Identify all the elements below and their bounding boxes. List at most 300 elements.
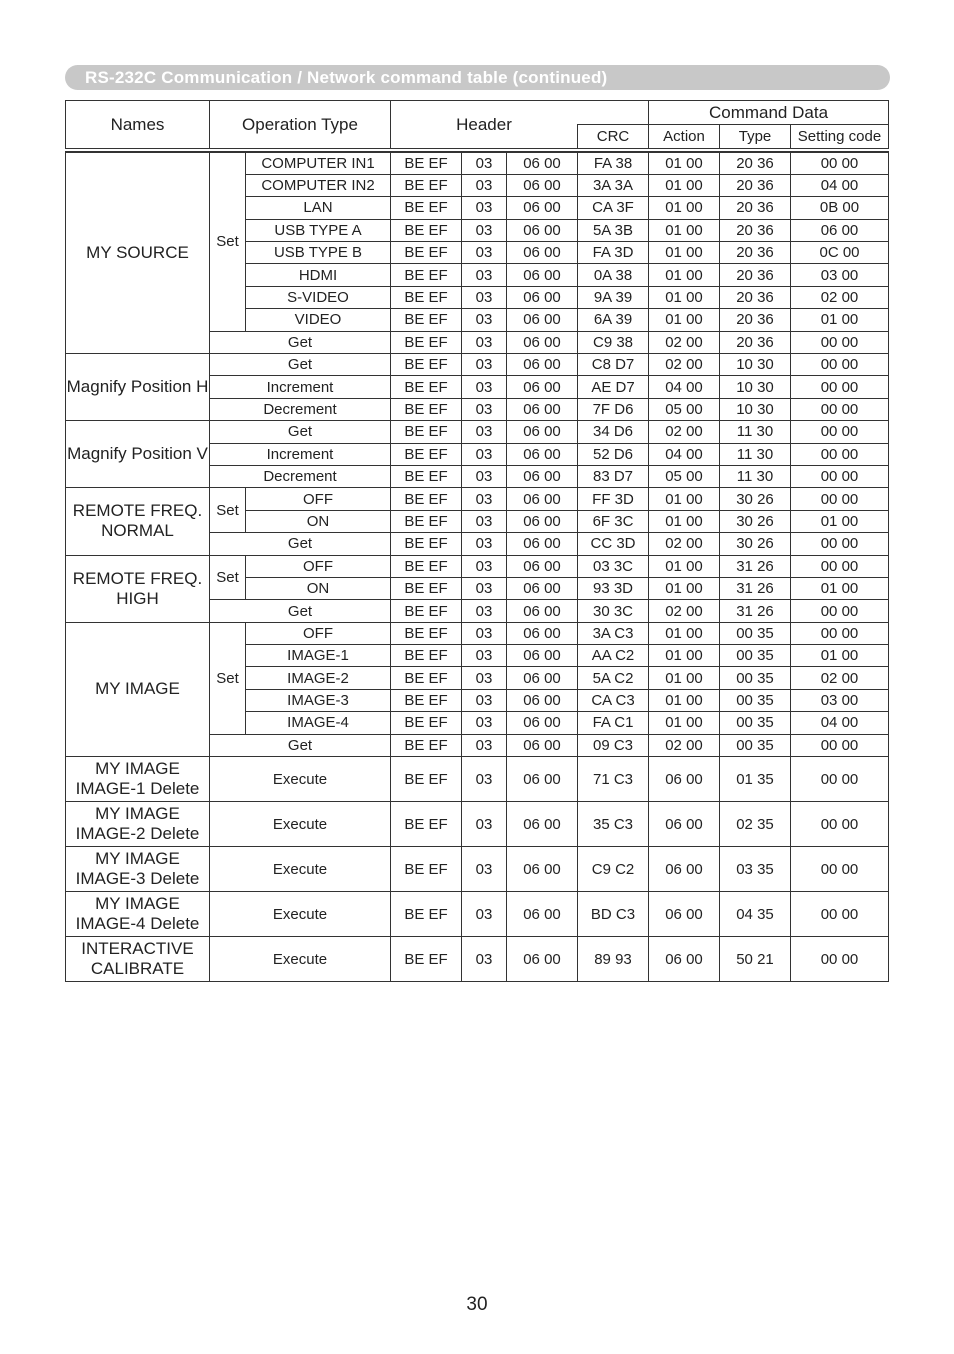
cell-code: 0C 00 xyxy=(791,242,889,264)
command-name-line1: MY IMAGE xyxy=(95,804,180,824)
cell-type: 30 26 xyxy=(720,533,791,555)
cell-crc: 93 3D xyxy=(578,577,649,599)
cell-code: 01 00 xyxy=(791,645,889,667)
cell-code: 00 00 xyxy=(791,892,889,937)
cell-crc: FA 38 xyxy=(578,152,649,174)
cell-h2: 03 xyxy=(462,757,507,802)
command-name-line2: IMAGE-3 Delete xyxy=(75,869,200,889)
operation-cell: Decrement xyxy=(210,398,391,420)
cell-h2: 03 xyxy=(462,174,507,196)
cell-type: 30 26 xyxy=(720,488,791,510)
cell-type: 00 35 xyxy=(720,734,791,756)
cell-h2: 03 xyxy=(462,264,507,286)
cell-crc: AA C2 xyxy=(578,645,649,667)
cell-code: 02 00 xyxy=(791,667,889,689)
operation-cell: COMPUTER IN1 xyxy=(246,152,391,174)
cell-type: 04 35 xyxy=(720,892,791,937)
section-title: RS-232C Communication / Network command table (continued) xyxy=(85,68,608,87)
cell-h3: 06 00 xyxy=(507,847,578,892)
cell-crc: CA C3 xyxy=(578,689,649,711)
cell-action: 01 00 xyxy=(649,264,720,286)
operation-cell: HDMI xyxy=(246,264,391,286)
cell-h3: 06 00 xyxy=(507,331,578,353)
cell-crc: 83 D7 xyxy=(578,465,649,487)
operation-cell: IMAGE-1 xyxy=(246,645,391,667)
operation-cell: Get xyxy=(210,734,391,756)
cell-h2: 03 xyxy=(462,802,507,847)
cell-action: 01 00 xyxy=(649,488,720,510)
cell-h3: 06 00 xyxy=(507,937,578,982)
cell-action: 06 00 xyxy=(649,802,720,847)
cell-type: 50 21 xyxy=(720,937,791,982)
cell-crc: 03 3C xyxy=(578,555,649,577)
cell-h2: 03 xyxy=(462,286,507,308)
cell-type: 20 36 xyxy=(720,197,791,219)
cell-type: 02 35 xyxy=(720,802,791,847)
cell-h2: 03 xyxy=(462,398,507,420)
cell-h2: 03 xyxy=(462,892,507,937)
cell-h3: 06 00 xyxy=(507,421,578,443)
cell-type: 01 35 xyxy=(720,757,791,802)
set-label: Set xyxy=(210,622,246,734)
operation-cell: VIDEO xyxy=(246,309,391,331)
cell-code: 00 00 xyxy=(791,802,889,847)
operation-cell: OFF xyxy=(246,488,391,510)
cell-h3: 06 00 xyxy=(507,734,578,756)
command-name-line1: INTERACTIVE xyxy=(81,939,194,959)
table-row xyxy=(66,152,889,174)
cell-h3: 06 00 xyxy=(507,398,578,420)
cell-h3: 06 00 xyxy=(507,667,578,689)
cell-h1: BE EF xyxy=(391,398,462,420)
group-name: MY SOURCE xyxy=(66,152,210,354)
cell-h1: BE EF xyxy=(391,197,462,219)
command-name-line2: CALIBRATE xyxy=(90,959,185,979)
cell-action: 02 00 xyxy=(649,734,720,756)
cell-action: 06 00 xyxy=(649,847,720,892)
cell-type: 00 35 xyxy=(720,689,791,711)
cell-h1: BE EF xyxy=(391,465,462,487)
cell-code: 00 00 xyxy=(791,847,889,892)
cell-h2: 03 xyxy=(462,600,507,622)
cell-h1: BE EF xyxy=(391,421,462,443)
cell-h1: BE EF xyxy=(391,667,462,689)
cell-crc: 5A 3B xyxy=(578,219,649,241)
cell-h3: 06 00 xyxy=(507,174,578,196)
cell-crc: 71 C3 xyxy=(578,757,649,802)
operation-cell: Get xyxy=(210,600,391,622)
cell-h1: BE EF xyxy=(391,174,462,196)
cell-h2: 03 xyxy=(462,421,507,443)
cell-h2: 03 xyxy=(462,533,507,555)
group-name: REMOTE FREQ. HIGH xyxy=(66,555,210,622)
cell-h1: BE EF xyxy=(391,376,462,398)
header-type: Type xyxy=(720,125,791,149)
operation-cell: Decrement xyxy=(210,465,391,487)
command-name xyxy=(66,802,210,847)
cell-action: 04 00 xyxy=(649,443,720,465)
cell-h3: 06 00 xyxy=(507,443,578,465)
operation-cell: OFF xyxy=(246,622,391,644)
cell-crc: AE D7 xyxy=(578,376,649,398)
cell-h2: 03 xyxy=(462,577,507,599)
cell-h1: BE EF xyxy=(391,219,462,241)
table-row xyxy=(66,892,889,937)
cell-code: 06 00 xyxy=(791,219,889,241)
cell-code: 00 00 xyxy=(791,734,889,756)
cell-action: 05 00 xyxy=(649,465,720,487)
cell-code: 00 00 xyxy=(791,622,889,644)
operation-cell: COMPUTER IN2 xyxy=(246,174,391,196)
cell-type: 11 30 xyxy=(720,465,791,487)
cell-type: 00 35 xyxy=(720,622,791,644)
operation-cell: Execute xyxy=(210,937,391,982)
cell-action: 01 00 xyxy=(649,667,720,689)
cell-crc: CC 3D xyxy=(578,533,649,555)
operation-cell: IMAGE-4 xyxy=(246,712,391,734)
command-table xyxy=(65,151,889,982)
cell-code: 00 00 xyxy=(791,533,889,555)
cell-h2: 03 xyxy=(462,309,507,331)
cell-crc: 52 D6 xyxy=(578,443,649,465)
cell-crc: 35 C3 xyxy=(578,802,649,847)
command-name-line2: IMAGE-1 Delete xyxy=(75,779,200,799)
cell-crc: BD C3 xyxy=(578,892,649,937)
table-row xyxy=(66,847,889,892)
cell-h3: 06 00 xyxy=(507,354,578,376)
group-name: REMOTE FREQ. NORMAL xyxy=(66,488,210,555)
cell-h3: 06 00 xyxy=(507,892,578,937)
table-row xyxy=(66,757,889,802)
cell-h3: 06 00 xyxy=(507,802,578,847)
cell-type: 30 26 xyxy=(720,510,791,532)
cell-h2: 03 xyxy=(462,197,507,219)
cell-h1: BE EF xyxy=(391,712,462,734)
cell-h3: 06 00 xyxy=(507,264,578,286)
cell-code: 00 00 xyxy=(791,600,889,622)
cell-h3: 06 00 xyxy=(507,152,578,174)
cell-h2: 03 xyxy=(462,667,507,689)
set-label: Set xyxy=(210,555,246,600)
cell-code: 04 00 xyxy=(791,712,889,734)
cell-crc: 0A 38 xyxy=(578,264,649,286)
cell-type: 00 35 xyxy=(720,645,791,667)
cell-type: 20 36 xyxy=(720,174,791,196)
cell-code: 00 00 xyxy=(791,465,889,487)
table-row xyxy=(66,555,889,577)
cell-action: 06 00 xyxy=(649,757,720,802)
command-name xyxy=(66,847,210,892)
cell-h3: 06 00 xyxy=(507,510,578,532)
cell-h2: 03 xyxy=(462,622,507,644)
cell-action: 02 00 xyxy=(649,421,720,443)
cell-action: 02 00 xyxy=(649,533,720,555)
cell-h2: 03 xyxy=(462,443,507,465)
cell-h2: 03 xyxy=(462,488,507,510)
cell-code: 03 00 xyxy=(791,264,889,286)
cell-h3: 06 00 xyxy=(507,689,578,711)
header-operation-type: Operation Type xyxy=(210,101,391,149)
cell-h3: 06 00 xyxy=(507,219,578,241)
cell-h1: BE EF xyxy=(391,264,462,286)
cell-action: 01 00 xyxy=(649,712,720,734)
set-label: Set xyxy=(210,152,246,331)
cell-h3: 06 00 xyxy=(507,555,578,577)
cell-h1: BE EF xyxy=(391,734,462,756)
cell-type: 10 30 xyxy=(720,354,791,376)
cell-type: 31 26 xyxy=(720,577,791,599)
cell-type: 20 36 xyxy=(720,242,791,264)
cell-code: 00 00 xyxy=(791,376,889,398)
operation-cell: Execute xyxy=(210,847,391,892)
cell-crc: 7F D6 xyxy=(578,398,649,420)
cell-action: 01 00 xyxy=(649,286,720,308)
operation-cell: USB TYPE A xyxy=(246,219,391,241)
cell-h1: BE EF xyxy=(391,488,462,510)
cell-h1: BE EF xyxy=(391,892,462,937)
cell-type: 11 30 xyxy=(720,421,791,443)
cell-crc: 9A 39 xyxy=(578,286,649,308)
cell-code: 00 00 xyxy=(791,488,889,510)
command-name-line2: IMAGE-2 Delete xyxy=(75,824,200,844)
group-name: MY IMAGE xyxy=(66,622,210,756)
cell-h1: BE EF xyxy=(391,286,462,308)
cell-crc: C9 C2 xyxy=(578,847,649,892)
cell-h1: BE EF xyxy=(391,937,462,982)
command-name-line2: IMAGE-4 Delete xyxy=(75,914,200,934)
cell-action: 01 00 xyxy=(649,219,720,241)
cell-crc: 6F 3C xyxy=(578,510,649,532)
header-setting-code: Setting code xyxy=(791,125,889,149)
cell-h3: 06 00 xyxy=(507,645,578,667)
cell-action: 01 00 xyxy=(649,689,720,711)
cell-crc: FA 3D xyxy=(578,242,649,264)
cell-h1: BE EF xyxy=(391,757,462,802)
operation-cell: Get xyxy=(210,533,391,555)
operation-cell: S-VIDEO xyxy=(246,286,391,308)
cell-h3: 06 00 xyxy=(507,286,578,308)
operation-cell: Execute xyxy=(210,892,391,937)
operation-cell: Get xyxy=(210,331,391,353)
cell-h2: 03 xyxy=(462,712,507,734)
table-header xyxy=(65,100,889,149)
cell-type: 00 35 xyxy=(720,712,791,734)
cell-action: 01 00 xyxy=(649,242,720,264)
cell-action: 02 00 xyxy=(649,331,720,353)
cell-code: 00 00 xyxy=(791,152,889,174)
operation-cell: ON xyxy=(246,510,391,532)
cell-h1: BE EF xyxy=(391,242,462,264)
cell-type: 20 36 xyxy=(720,331,791,353)
cell-action: 04 00 xyxy=(649,376,720,398)
cell-type: 20 36 xyxy=(720,309,791,331)
cell-h2: 03 xyxy=(462,734,507,756)
cell-crc: FA C1 xyxy=(578,712,649,734)
cell-h2: 03 xyxy=(462,376,507,398)
cell-crc: C8 D7 xyxy=(578,354,649,376)
cell-action: 01 00 xyxy=(649,645,720,667)
cell-code: 00 00 xyxy=(791,354,889,376)
command-name xyxy=(66,892,210,937)
cell-h1: BE EF xyxy=(391,152,462,174)
operation-cell: Execute xyxy=(210,802,391,847)
cell-code: 0B 00 xyxy=(791,197,889,219)
cell-type: 20 36 xyxy=(720,219,791,241)
cell-h2: 03 xyxy=(462,645,507,667)
cell-h3: 06 00 xyxy=(507,533,578,555)
cell-code: 01 00 xyxy=(791,510,889,532)
cell-h2: 03 xyxy=(462,510,507,532)
group-name: Magnify Position H xyxy=(66,354,210,421)
cell-crc: FF 3D xyxy=(578,488,649,510)
cell-h1: BE EF xyxy=(391,645,462,667)
cell-h3: 06 00 xyxy=(507,757,578,802)
cell-code: 01 00 xyxy=(791,577,889,599)
cell-type: 10 30 xyxy=(720,398,791,420)
cell-h2: 03 xyxy=(462,152,507,174)
cell-code: 00 00 xyxy=(791,421,889,443)
cell-code: 04 00 xyxy=(791,174,889,196)
page-number: 30 xyxy=(466,1294,488,1315)
header-action: Action xyxy=(649,125,720,149)
cell-action: 01 00 xyxy=(649,174,720,196)
cell-code: 00 00 xyxy=(791,555,889,577)
cell-type: 20 36 xyxy=(720,152,791,174)
cell-crc: 5A C2 xyxy=(578,667,649,689)
operation-cell: LAN xyxy=(246,197,391,219)
cell-action: 01 00 xyxy=(649,152,720,174)
cell-code: 00 00 xyxy=(791,937,889,982)
cell-action: 02 00 xyxy=(649,354,720,376)
cell-type: 10 30 xyxy=(720,376,791,398)
header-gap xyxy=(578,101,649,125)
cell-crc: CA 3F xyxy=(578,197,649,219)
cell-h3: 06 00 xyxy=(507,577,578,599)
table-row xyxy=(66,488,889,510)
cell-code: 02 00 xyxy=(791,286,889,308)
cell-h1: BE EF xyxy=(391,354,462,376)
cell-code: 00 00 xyxy=(791,331,889,353)
operation-cell: Execute xyxy=(210,757,391,802)
cell-crc: 89 93 xyxy=(578,937,649,982)
cell-h1: BE EF xyxy=(391,847,462,892)
header-command-data: Command Data xyxy=(649,101,889,125)
cell-h2: 03 xyxy=(462,465,507,487)
cell-action: 01 00 xyxy=(649,622,720,644)
cell-h2: 03 xyxy=(462,847,507,892)
cell-h1: BE EF xyxy=(391,443,462,465)
cell-type: 03 35 xyxy=(720,847,791,892)
cell-h3: 06 00 xyxy=(507,488,578,510)
operation-cell: Increment xyxy=(210,376,391,398)
cell-crc: 3A 3A xyxy=(578,174,649,196)
cell-h3: 06 00 xyxy=(507,600,578,622)
cell-action: 06 00 xyxy=(649,892,720,937)
cell-type: 00 35 xyxy=(720,667,791,689)
cell-action: 01 00 xyxy=(649,309,720,331)
operation-cell: ON xyxy=(246,577,391,599)
table-row xyxy=(66,421,889,443)
cell-action: 01 00 xyxy=(649,510,720,532)
cell-action: 01 00 xyxy=(649,577,720,599)
header-header: Header xyxy=(391,101,578,149)
table-row xyxy=(66,354,889,376)
cell-h2: 03 xyxy=(462,354,507,376)
cell-action: 05 00 xyxy=(649,398,720,420)
table-row xyxy=(66,622,889,644)
cell-code: 00 00 xyxy=(791,757,889,802)
operation-cell: OFF xyxy=(246,555,391,577)
header-crc: CRC xyxy=(578,125,649,149)
command-name xyxy=(66,937,210,982)
command-name-line1: MY IMAGE xyxy=(95,759,180,779)
cell-h3: 06 00 xyxy=(507,376,578,398)
cell-type: 11 30 xyxy=(720,443,791,465)
cell-type: 31 26 xyxy=(720,555,791,577)
header-names: Names xyxy=(66,101,210,149)
cell-h2: 03 xyxy=(462,937,507,982)
command-name-line1: MY IMAGE xyxy=(95,894,180,914)
cell-crc: 34 D6 xyxy=(578,421,649,443)
operation-cell: Get xyxy=(210,354,391,376)
cell-h3: 06 00 xyxy=(507,712,578,734)
cell-h3: 06 00 xyxy=(507,465,578,487)
command-name-line1: MY IMAGE xyxy=(95,849,180,869)
cell-crc: 09 C3 xyxy=(578,734,649,756)
cell-type: 20 36 xyxy=(720,264,791,286)
cell-h2: 03 xyxy=(462,331,507,353)
cell-code: 01 00 xyxy=(791,309,889,331)
cell-action: 01 00 xyxy=(649,555,720,577)
table-row xyxy=(66,802,889,847)
set-label: Set xyxy=(210,488,246,533)
cell-action: 01 00 xyxy=(649,197,720,219)
cell-h1: BE EF xyxy=(391,802,462,847)
table-row xyxy=(66,937,889,982)
cell-action: 02 00 xyxy=(649,600,720,622)
cell-crc: 30 3C xyxy=(578,600,649,622)
operation-cell: IMAGE-3 xyxy=(246,689,391,711)
cell-h1: BE EF xyxy=(391,577,462,599)
cell-h1: BE EF xyxy=(391,510,462,532)
cell-type: 31 26 xyxy=(720,600,791,622)
cell-crc: C9 38 xyxy=(578,331,649,353)
cell-h2: 03 xyxy=(462,689,507,711)
cell-code: 00 00 xyxy=(791,398,889,420)
cell-type: 20 36 xyxy=(720,286,791,308)
cell-h3: 06 00 xyxy=(507,197,578,219)
operation-cell: USB TYPE B xyxy=(246,242,391,264)
cell-h3: 06 00 xyxy=(507,242,578,264)
cell-action: 06 00 xyxy=(649,937,720,982)
cell-h3: 06 00 xyxy=(507,309,578,331)
cell-h1: BE EF xyxy=(391,309,462,331)
cell-code: 00 00 xyxy=(791,443,889,465)
cell-h1: BE EF xyxy=(391,331,462,353)
cell-h2: 03 xyxy=(462,555,507,577)
cell-h1: BE EF xyxy=(391,622,462,644)
operation-cell: IMAGE-2 xyxy=(246,667,391,689)
group-name: Magnify Position V xyxy=(66,421,210,488)
operation-cell: Get xyxy=(210,421,391,443)
cell-h1: BE EF xyxy=(391,600,462,622)
cell-h3: 06 00 xyxy=(507,622,578,644)
cell-h1: BE EF xyxy=(391,555,462,577)
cell-crc: 6A 39 xyxy=(578,309,649,331)
cell-h2: 03 xyxy=(462,219,507,241)
cell-code: 03 00 xyxy=(791,689,889,711)
command-name xyxy=(66,757,210,802)
